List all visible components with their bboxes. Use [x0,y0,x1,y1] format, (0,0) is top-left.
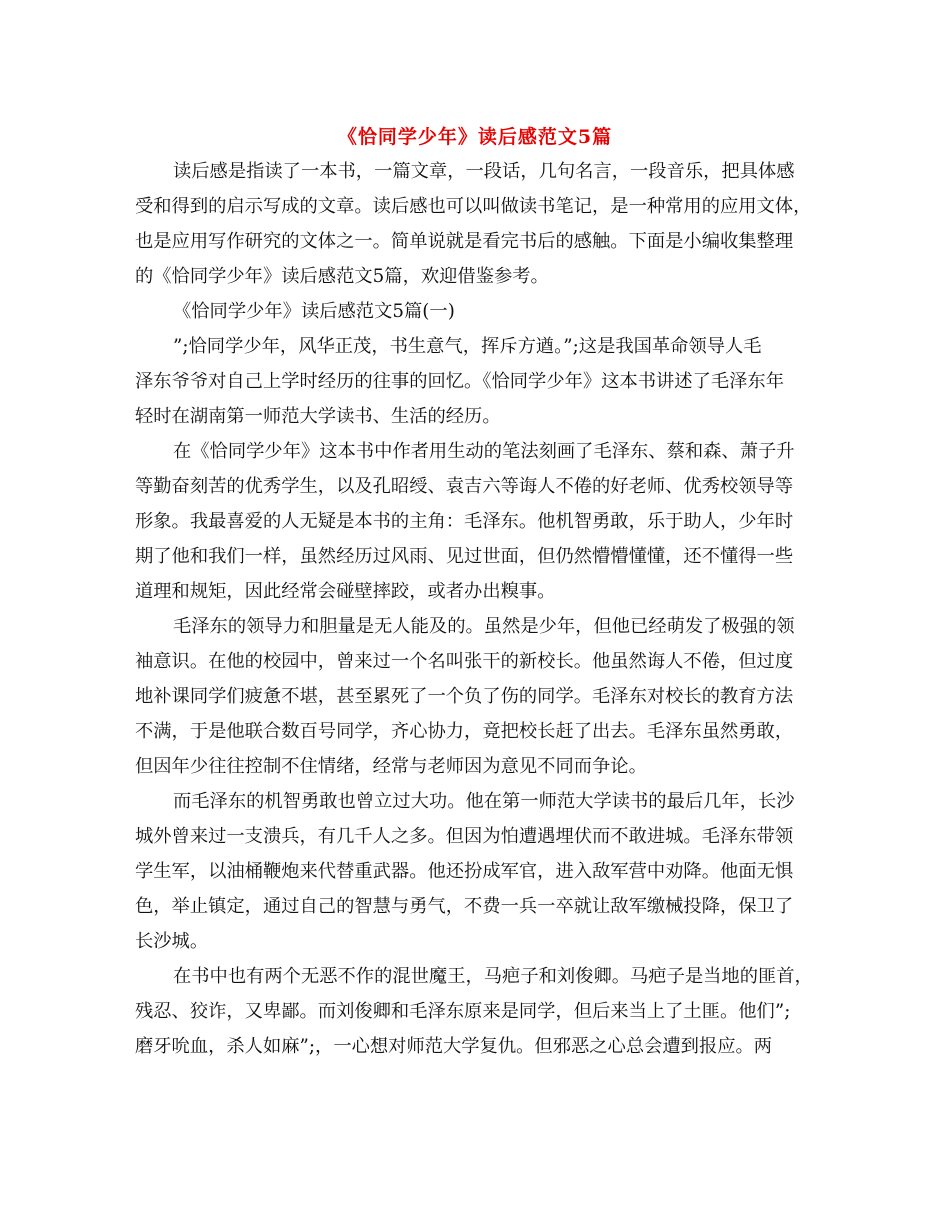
text-line: 不满，于是他联合数百号同学，齐心协力，竟把校长赶了出去。毛泽东虽然勇敢， [135,721,794,742]
text-line: 学生军，以油桶鞭炮来代替重武器。他还扮成军官，进入敌军营中劝降。他面无惧 [135,861,794,882]
text-line: ”;恰同学少年，风华正茂，书生意气，挥斥方遒。”;这是我国革命领导人毛 [173,336,762,357]
text-line: 轻时在湖南第一师范大学读书、生活的经历。 [135,406,501,427]
text-line: 在书中也有两个无恶不作的混世魔王，马疤子和刘俊卿。马疤子是当地的匪首， [173,966,813,987]
text-line: 袖意识。在他的校园中，曾来过一个名叫张干的新校长。他虽然诲人不倦，但过度 [135,651,794,672]
text-line: 磨牙吮血，杀人如麻”;，一心想对师范大学复仇。但邪恶之心总会遭到报应。两 [135,1036,773,1057]
text-line: 地补课同学们疲惫不堪，甚至累死了一个负了伤的同学。毛泽东对校长的教育方法 [135,686,794,707]
text-line: 期了他和我们一样，虽然经历过风雨、见过世面，但仍然懵懵懂懂，还不懂得一些 [135,546,794,567]
text-line: 等勤奋刻苦的优秀学生，以及孔昭绶、袁吉六等诲人不倦的好老师、优秀校领导等 [135,476,794,497]
text-line: 泽东爷爷对自己上学时经历的往事的回忆。《恰同学少年》这本书讲述了毛泽东年 [135,371,784,392]
text-line: 长沙城。 [135,931,209,952]
text-line: 也是应用写作研究的文体之一。简单说就是看完书后的感触。下面是小编收集整理 [135,231,794,252]
text-line: 但因年少往往控制不住情绪，经常与老师因为意见不同而争论。 [135,756,647,777]
text-line: 的《恰同学少年》读后感范文5篇，欢迎借鉴参考。 [135,266,549,287]
text-line: 毛泽东的领导力和胆量是无人能及的。虽然是少年，但他已经萌发了极强的领 [173,616,795,637]
text-line: 色，举止镇定，通过自己的智慧与勇气，不费一兵一卒就让敌军缴械投降，保卫了 [135,896,794,917]
text-line: 道理和规矩，因此经常会碰壁摔跤，或者办出糗事。 [135,581,556,602]
text-line: 而毛泽东的机智勇敢也曾立过大功。他在第一师范大学读书的最后几年，长沙 [173,791,795,812]
document-title: 《恰同学少年》读后感范文5篇 [337,126,613,148]
text-line: 受和得到的启示写成的文章。读后感也可以叫做读书笔记，是一种常用的应用文体， [135,196,812,217]
text-line: 城外曾来过一支溃兵，有几千人之多。但因为怕遭遇埋伏而不敢进城。毛泽东带领 [135,826,794,847]
text-line: 读后感是指读了一本书，一篇文章，一段话，几句名言，一段音乐，把具体感 [173,161,795,182]
text-line: 在《恰同学少年》这本书中作者用生动的笔法刻画了毛泽东、蔡和森、萧子升 [173,441,795,462]
section-heading: 《恰同学少年》读后感范文5篇(一) [173,301,455,322]
text-line: 残忍、狡诈，又卑鄙。而刘俊卿和毛泽东原来是同学，但后来当上了土匪。他们”; [135,1001,791,1022]
text-line: 形象。我最喜爱的人无疑是本书的主角：毛泽东。他机智勇敢，乐于助人，少年时 [135,511,794,532]
